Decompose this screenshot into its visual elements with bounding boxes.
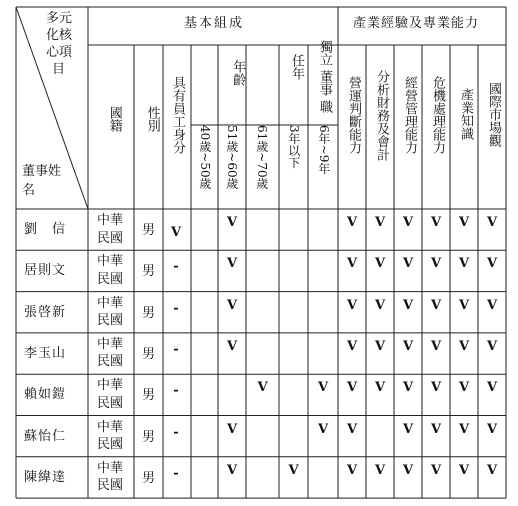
mark-judgment: V [346, 297, 358, 313]
mark-age-51: V [226, 338, 238, 354]
mark-knowledge: V [458, 380, 470, 396]
mark-employee: - [173, 300, 179, 316]
col-header-age-61-70: 61歲~70歲 [254, 125, 269, 190]
col-header-management: 經營管理能力 [401, 76, 417, 154]
group-basic-label: 基本組成 [184, 16, 245, 31]
col-header-tenure-3: 3年以下 [286, 125, 301, 169]
mark-finance: V [374, 462, 386, 478]
mark-employee: - [173, 383, 179, 399]
mark-employee: V [170, 225, 182, 240]
col-header-indep-4: 職 [316, 100, 332, 113]
mark-global: V [486, 380, 498, 396]
corner-label-top: 目 [52, 62, 66, 77]
mark-management: V [402, 462, 414, 478]
mark-global: V [486, 256, 498, 272]
corner-label-top: 多元 [46, 11, 73, 26]
director-nationality: 中華民國 [96, 254, 123, 287]
col-header-global: 國際市場觀 [485, 82, 501, 147]
col-header-age: 年齡 [230, 60, 246, 86]
col-header-crisis: 危機處理能力 [429, 76, 445, 154]
col-header-age-51-60: 51歲~60歲 [224, 125, 239, 190]
mark-knowledge: V [458, 215, 470, 230]
corner-label-top: 化核 [46, 28, 73, 43]
mark-age-51: V [226, 462, 238, 478]
col-header-indep-2: 董事 [316, 70, 332, 96]
director-nationality: 中華民國 [96, 336, 123, 370]
mark-finance: V [374, 380, 386, 396]
mark-global: V [486, 462, 498, 478]
mark-judgment: V [346, 380, 358, 396]
mark-finance: V [374, 256, 386, 272]
mark-knowledge: V [458, 297, 470, 313]
mark-finance: V [374, 215, 386, 230]
director-name: 居則文 [24, 263, 67, 279]
director-name: 陳緯達 [24, 469, 67, 485]
mark-global: V [486, 215, 498, 230]
mark-judgment: V [346, 215, 358, 230]
mark-age-51: V [226, 421, 238, 437]
corner-label-bottom: 名 [22, 183, 36, 198]
mark-t6: V [317, 380, 329, 396]
mark-management: V [402, 215, 414, 230]
group-industry-label: 產業經驗及專業能力 [353, 16, 480, 31]
mark-global: V [486, 421, 498, 437]
mark-management: V [402, 338, 414, 354]
mark-management: V [402, 421, 414, 437]
mark-age-51: V [226, 215, 238, 230]
mark-crisis: V [430, 462, 442, 478]
director-nationality: 中華民國 [96, 378, 123, 411]
mark-judgment: V [346, 256, 358, 272]
mark-knowledge: V [458, 256, 470, 272]
mark-judgment: V [346, 338, 358, 354]
mark-crisis: V [430, 215, 442, 230]
corner-label-top: 心項 [46, 45, 73, 60]
mark-global: V [486, 338, 498, 354]
col-header-indep-3: 任年 [288, 54, 304, 80]
mark-finance: V [374, 338, 386, 354]
col-header-gender: 性別 [144, 106, 160, 132]
director-gender: 男 [142, 388, 156, 404]
director-gender: 男 [142, 346, 156, 362]
mark-employee: - [173, 341, 179, 357]
mark-crisis: V [430, 256, 442, 272]
director-gender: 男 [142, 223, 156, 238]
director-nationality: 中華民國 [96, 213, 123, 246]
director-nationality: 中華民國 [96, 419, 123, 453]
mark-crisis: V [430, 421, 442, 437]
mark-crisis: V [430, 338, 442, 354]
col-header-indep-1: 獨立 [316, 40, 332, 66]
mark-age-61: V [257, 380, 268, 396]
director-nationality: 中華民國 [96, 295, 123, 329]
mark-age-51: V [226, 297, 238, 313]
mark-employee: - [173, 465, 179, 481]
director-name: 張啓新 [24, 304, 67, 320]
mark-t6: V [317, 421, 329, 437]
mark-employee: - [173, 424, 179, 440]
mark-judgment: V [346, 462, 358, 478]
mark-management: V [402, 297, 414, 313]
director-name: 蘇怡仁 [24, 428, 67, 444]
mark-finance: V [374, 297, 386, 313]
mark-knowledge: V [458, 462, 470, 478]
mark-crisis: V [430, 297, 442, 313]
mark-age-51: V [226, 256, 238, 272]
mark-knowledge: V [458, 338, 470, 354]
mark-management: V [402, 380, 414, 396]
mark-global: V [486, 297, 498, 313]
col-header-knowledge: 產業知識 [457, 88, 473, 140]
col-header-age-40-50: 40歲~50歲 [197, 125, 212, 190]
mark-t3: V [288, 462, 299, 478]
director-name: 賴如鎧 [24, 387, 67, 403]
mark-management: V [402, 256, 414, 272]
director-nationality: 中華民國 [96, 460, 123, 494]
director-gender: 男 [142, 429, 156, 445]
director-gender: 男 [142, 305, 156, 321]
mark-judgment: V [346, 421, 358, 437]
col-header-nationality: 國籍 [106, 106, 122, 132]
director-name: 劉 信 [24, 222, 67, 237]
mark-crisis: V [430, 380, 442, 396]
col-header-employee: 具有員工身分 [169, 76, 185, 154]
mark-knowledge: V [458, 421, 470, 437]
director-name: 李玉山 [24, 345, 67, 361]
col-header-tenure-6-9: 6年~9年 [316, 125, 331, 175]
col-header-finance: 分析財務及會計 [373, 70, 389, 161]
director-gender: 男 [142, 264, 156, 280]
corner-label-bottom: 董事姓 [22, 164, 62, 179]
col-header-judgment: 營運判斷能力 [345, 76, 361, 154]
mark-employee: - [173, 259, 179, 275]
director-gender: 男 [142, 470, 156, 486]
